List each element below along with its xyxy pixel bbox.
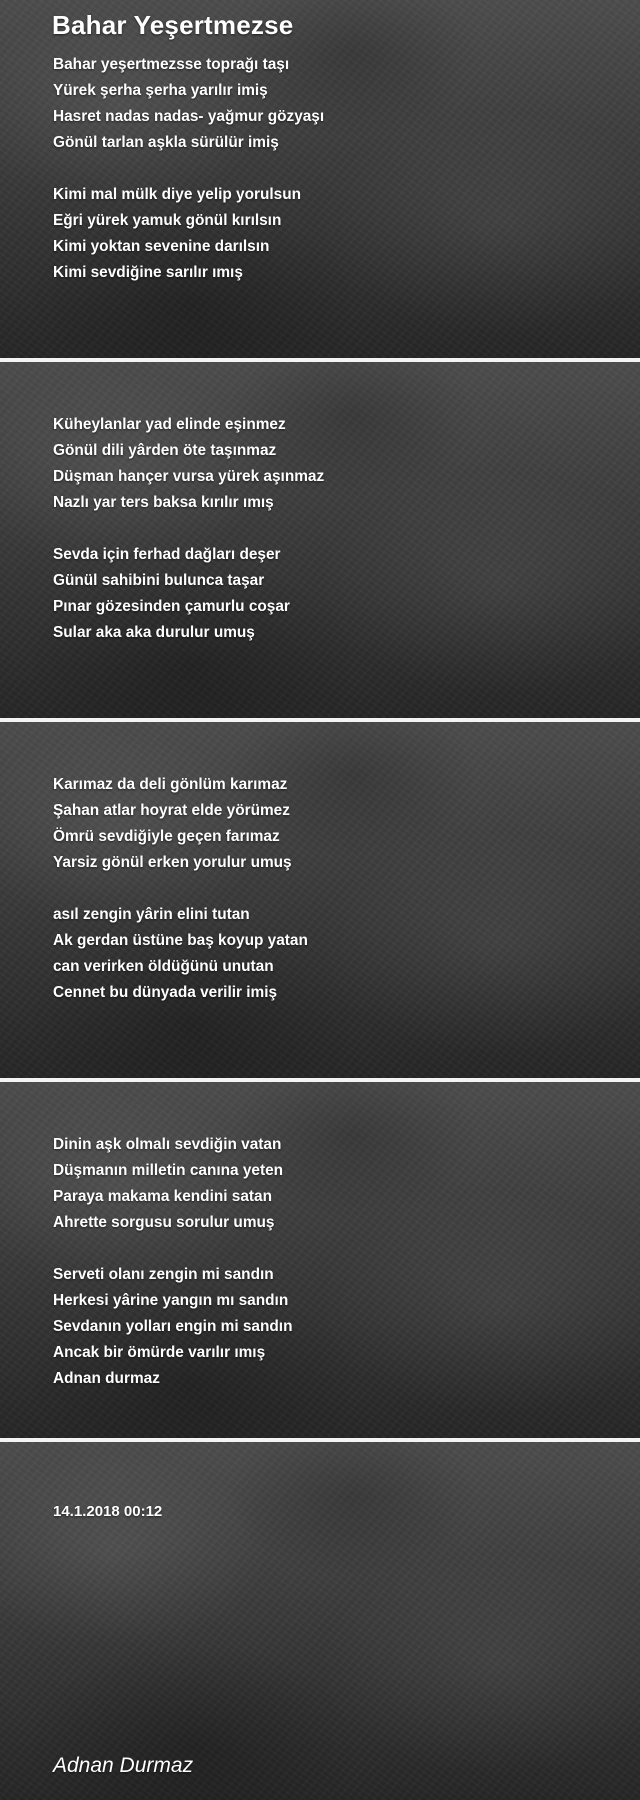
poem-panel-5	[0, 1442, 640, 1800]
stanza-3	[53, 412, 324, 516]
poem-line: Pınar gözesinden çamurlu coşar	[53, 598, 290, 615]
stanza-8	[53, 1262, 292, 1392]
stanza-4	[53, 542, 290, 646]
poem-line: Dinin aşk olmalı sevdiğin vatan	[53, 1136, 282, 1153]
poem-line: Bahar yeşertmezsse toprağı taşı	[53, 56, 290, 73]
poem-line: Yürek şerha şerha yarılır imiş	[53, 82, 268, 99]
poem-line: Sevda için ferhad dağları deşer	[53, 546, 281, 563]
poem-line: Küheylanlar yad elinde eşinmez	[53, 416, 286, 433]
stanza-1	[53, 52, 324, 156]
stanza-5	[53, 772, 292, 876]
poem-line: Düşman hançer vursa yürek aşınmaz	[53, 468, 325, 485]
poem-panel-3	[0, 722, 640, 1078]
stanza-2	[53, 182, 301, 286]
poem-line: Düşmanın milletin canına yeten	[53, 1162, 284, 1179]
stanza-6	[53, 902, 308, 1006]
poem-date: 14.1.2018 00:12	[53, 1503, 163, 1520]
poem-line: Hasret nadas nadas- yağmur gözyaşı	[53, 108, 325, 125]
poem-line: Eğri yürek yamuk gönül kırılsın	[53, 212, 282, 229]
poem-line: Kimi mal mülk diye yelip yorulsun	[53, 186, 302, 203]
poem-line: Paraya makama kendini satan	[53, 1188, 273, 1205]
poem-line: Günül sahibini bulunca taşar	[53, 572, 265, 589]
poem-line: Gönül dili yârden öte taşınmaz	[53, 442, 277, 459]
poem-panel-4	[0, 1082, 640, 1438]
poem-title: Bahar Yeşertmezse	[52, 10, 294, 40]
poem-line: Cennet bu dünyada verilir imiş	[53, 984, 278, 1001]
poem-line: Sevdanın yolları engin mi sandın	[53, 1318, 293, 1335]
poem-line: Nazlı yar ters baksa kırılır ımış	[53, 494, 274, 511]
poem-line: Yarsiz gönül erken yorulur umuş	[53, 854, 292, 871]
poem-line: Herkesi yârine yangın mı sandın	[53, 1292, 289, 1309]
poem-panel-1	[0, 0, 640, 358]
poem-signature-line: Adnan durmaz	[53, 1370, 160, 1387]
poem-line: Sular aka aka durulur umuş	[53, 624, 255, 641]
poem-line: Ahrette sorgusu sorulur umuş	[53, 1214, 275, 1231]
poem-author[interactable]: Adnan Durmaz	[53, 1754, 194, 1777]
poem-line: Şahan atlar hoyrat elde yörümez	[53, 802, 290, 819]
poem-line: Serveti olanı zengin mi sandın	[53, 1266, 274, 1283]
poem-line: asıl zengin yârin elini tutan	[53, 906, 250, 923]
poem-panel-2	[0, 362, 640, 718]
poem-line: Ancak bir ömürde varılır ımış	[53, 1344, 266, 1361]
poem-line: can verirken öldüğünü unutan	[53, 958, 274, 975]
poem-line: Karımaz da deli gönlüm karımaz	[53, 776, 288, 793]
poem-line: Ömrü sevdiğiyle geçen farımaz	[53, 828, 280, 845]
stanza-7	[53, 1132, 283, 1236]
poem-line: Kimi sevdiğine sarılır ımış	[53, 264, 243, 281]
poem-line: Gönül tarlan aşkla sürülür imiş	[53, 134, 279, 151]
poem-line: Kimi yoktan sevenine darılsın	[53, 238, 270, 255]
poem-line: Ak gerdan üstüne baş koyup yatan	[53, 932, 308, 949]
